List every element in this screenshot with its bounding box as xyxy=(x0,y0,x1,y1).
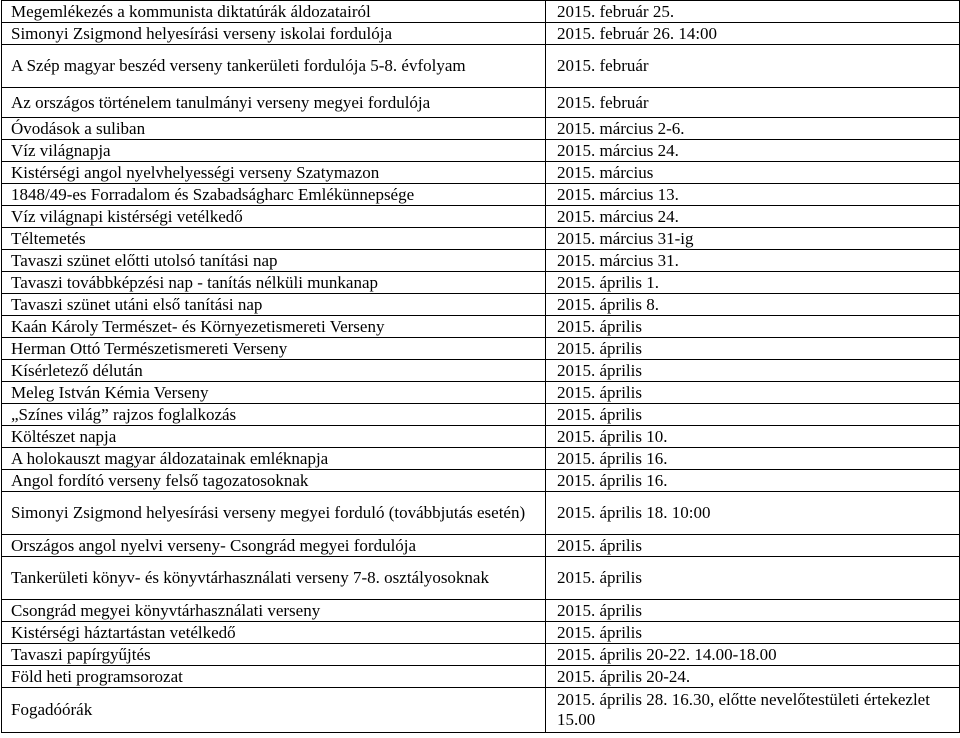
event-date: 2015. április 1. xyxy=(546,272,960,294)
event-name: Tavaszi továbbképzési nap - tanítás nélküli munkanap xyxy=(2,272,546,294)
event-date: 2015. április 8. xyxy=(546,294,960,316)
table-row xyxy=(2,45,960,88)
table-row xyxy=(2,360,960,382)
event-name: Óvodások a suliban xyxy=(2,118,546,140)
event-name: Költészet napja xyxy=(2,426,546,448)
table-row xyxy=(2,316,960,338)
event-date: 2015. február xyxy=(546,45,960,88)
table-row xyxy=(2,426,960,448)
event-date: 2015. április 16. xyxy=(546,470,960,492)
event-name: Tavaszi szünet utáni első tanítási nap xyxy=(2,294,546,316)
event-name: 1848/49-es Forradalom és Szabadságharc Emlékünnepsége xyxy=(2,184,546,206)
event-name: Országos angol nyelvi verseny- Csongrád megyei fordulója xyxy=(2,535,546,557)
event-name: Az országos történelem tanulmányi verseny megyei fordulója xyxy=(2,88,546,118)
event-date: 2015. április xyxy=(546,360,960,382)
table-row xyxy=(2,557,960,600)
event-name: Föld heti programsorozat xyxy=(2,666,546,688)
table-row xyxy=(2,228,960,250)
table-row xyxy=(2,294,960,316)
table-row xyxy=(2,140,960,162)
event-date: 2015. április xyxy=(546,382,960,404)
table-row xyxy=(2,622,960,644)
table-row xyxy=(2,404,960,426)
event-date: 2015. április xyxy=(546,404,960,426)
table-row xyxy=(2,118,960,140)
event-name: Angol fordító verseny felső tagozatosoknak xyxy=(2,470,546,492)
table-row xyxy=(2,184,960,206)
event-date: 2015. április xyxy=(546,316,960,338)
table-row xyxy=(2,162,960,184)
event-date: 2015. március 24. xyxy=(546,140,960,162)
event-date: 2015. április 10. xyxy=(546,426,960,448)
table-row xyxy=(2,448,960,470)
event-date: 2015. április xyxy=(546,535,960,557)
event-name: A holokauszt magyar áldozatainak emléknapja xyxy=(2,448,546,470)
event-name: Tavaszi szünet előtti utolsó tanítási nap xyxy=(2,250,546,272)
event-name: Fogadóórák xyxy=(2,688,546,733)
table-row xyxy=(2,666,960,688)
table-row xyxy=(2,688,960,733)
event-name: Téltemetés xyxy=(2,228,546,250)
table-row xyxy=(2,338,960,360)
event-name: „Színes világ” rajzos foglalkozás xyxy=(2,404,546,426)
event-date: 2015. április 18. 10:00 xyxy=(546,492,960,535)
event-date: 2015. április 28. 16.30, előtte nevelőtestületi értekezlet 15.00 xyxy=(546,688,960,733)
table-row xyxy=(2,206,960,228)
event-name: Simonyi Zsigmond helyesírási verseny megyei forduló (továbbjutás esetén) xyxy=(2,492,546,535)
event-name: Kistérségi háztartástan vetélkedő xyxy=(2,622,546,644)
event-date: 2015. április xyxy=(546,338,960,360)
table-row xyxy=(2,492,960,535)
event-name: Herman Ottó Természetismereti Verseny xyxy=(2,338,546,360)
table-row xyxy=(2,1,960,23)
table-row xyxy=(2,88,960,118)
event-date: 2015. március xyxy=(546,162,960,184)
table-row xyxy=(2,382,960,404)
event-name: Simonyi Zsigmond helyesírási verseny iskolai fordulója xyxy=(2,23,546,45)
event-name: Kistérségi angol nyelvhelyességi verseny Szatymazon xyxy=(2,162,546,184)
event-date: 2015. április 20-22. 14.00-18.00 xyxy=(546,644,960,666)
event-name: Víz világnapi kistérségi vetélkedő xyxy=(2,206,546,228)
event-date: 2015. február xyxy=(546,88,960,118)
event-date: 2015. február 25. xyxy=(546,1,960,23)
event-name: Kísérletező délután xyxy=(2,360,546,382)
event-date: 2015. április xyxy=(546,557,960,600)
event-date: 2015. március 24. xyxy=(546,206,960,228)
event-name: Tankerületi könyv- és könyvtárhasználati verseny 7-8. osztályosoknak xyxy=(2,557,546,600)
event-name: Megemlékezés a kommunista diktatúrák áldozatairól xyxy=(2,1,546,23)
table-row xyxy=(2,644,960,666)
table-row xyxy=(2,272,960,294)
table-row xyxy=(2,535,960,557)
event-date: 2015. április 16. xyxy=(546,448,960,470)
table-row xyxy=(2,600,960,622)
event-name: Meleg István Kémia Verseny xyxy=(2,382,546,404)
event-name: Csongrád megyei könyvtárhasználati verseny xyxy=(2,600,546,622)
event-date: 2015. március 31. xyxy=(546,250,960,272)
event-name: Tavaszi papírgyűjtés xyxy=(2,644,546,666)
event-date: 2015. március 13. xyxy=(546,184,960,206)
event-date: 2015. április xyxy=(546,622,960,644)
table-row xyxy=(2,23,960,45)
event-date: 2015. március 2-6. xyxy=(546,118,960,140)
event-date: 2015. április xyxy=(546,600,960,622)
event-date: 2015. március 31-ig xyxy=(546,228,960,250)
event-name: Kaán Károly Természet- és Környezetismereti Verseny xyxy=(2,316,546,338)
table-row xyxy=(2,470,960,492)
event-name: Víz világnapja xyxy=(2,140,546,162)
event-date: 2015. február 26. 14:00 xyxy=(546,23,960,45)
event-date: 2015. április 20-24. xyxy=(546,666,960,688)
table-row xyxy=(2,250,960,272)
event-schedule-table xyxy=(1,0,960,733)
event-name: A Szép magyar beszéd verseny tankerületi fordulója 5-8. évfolyam xyxy=(2,45,546,88)
